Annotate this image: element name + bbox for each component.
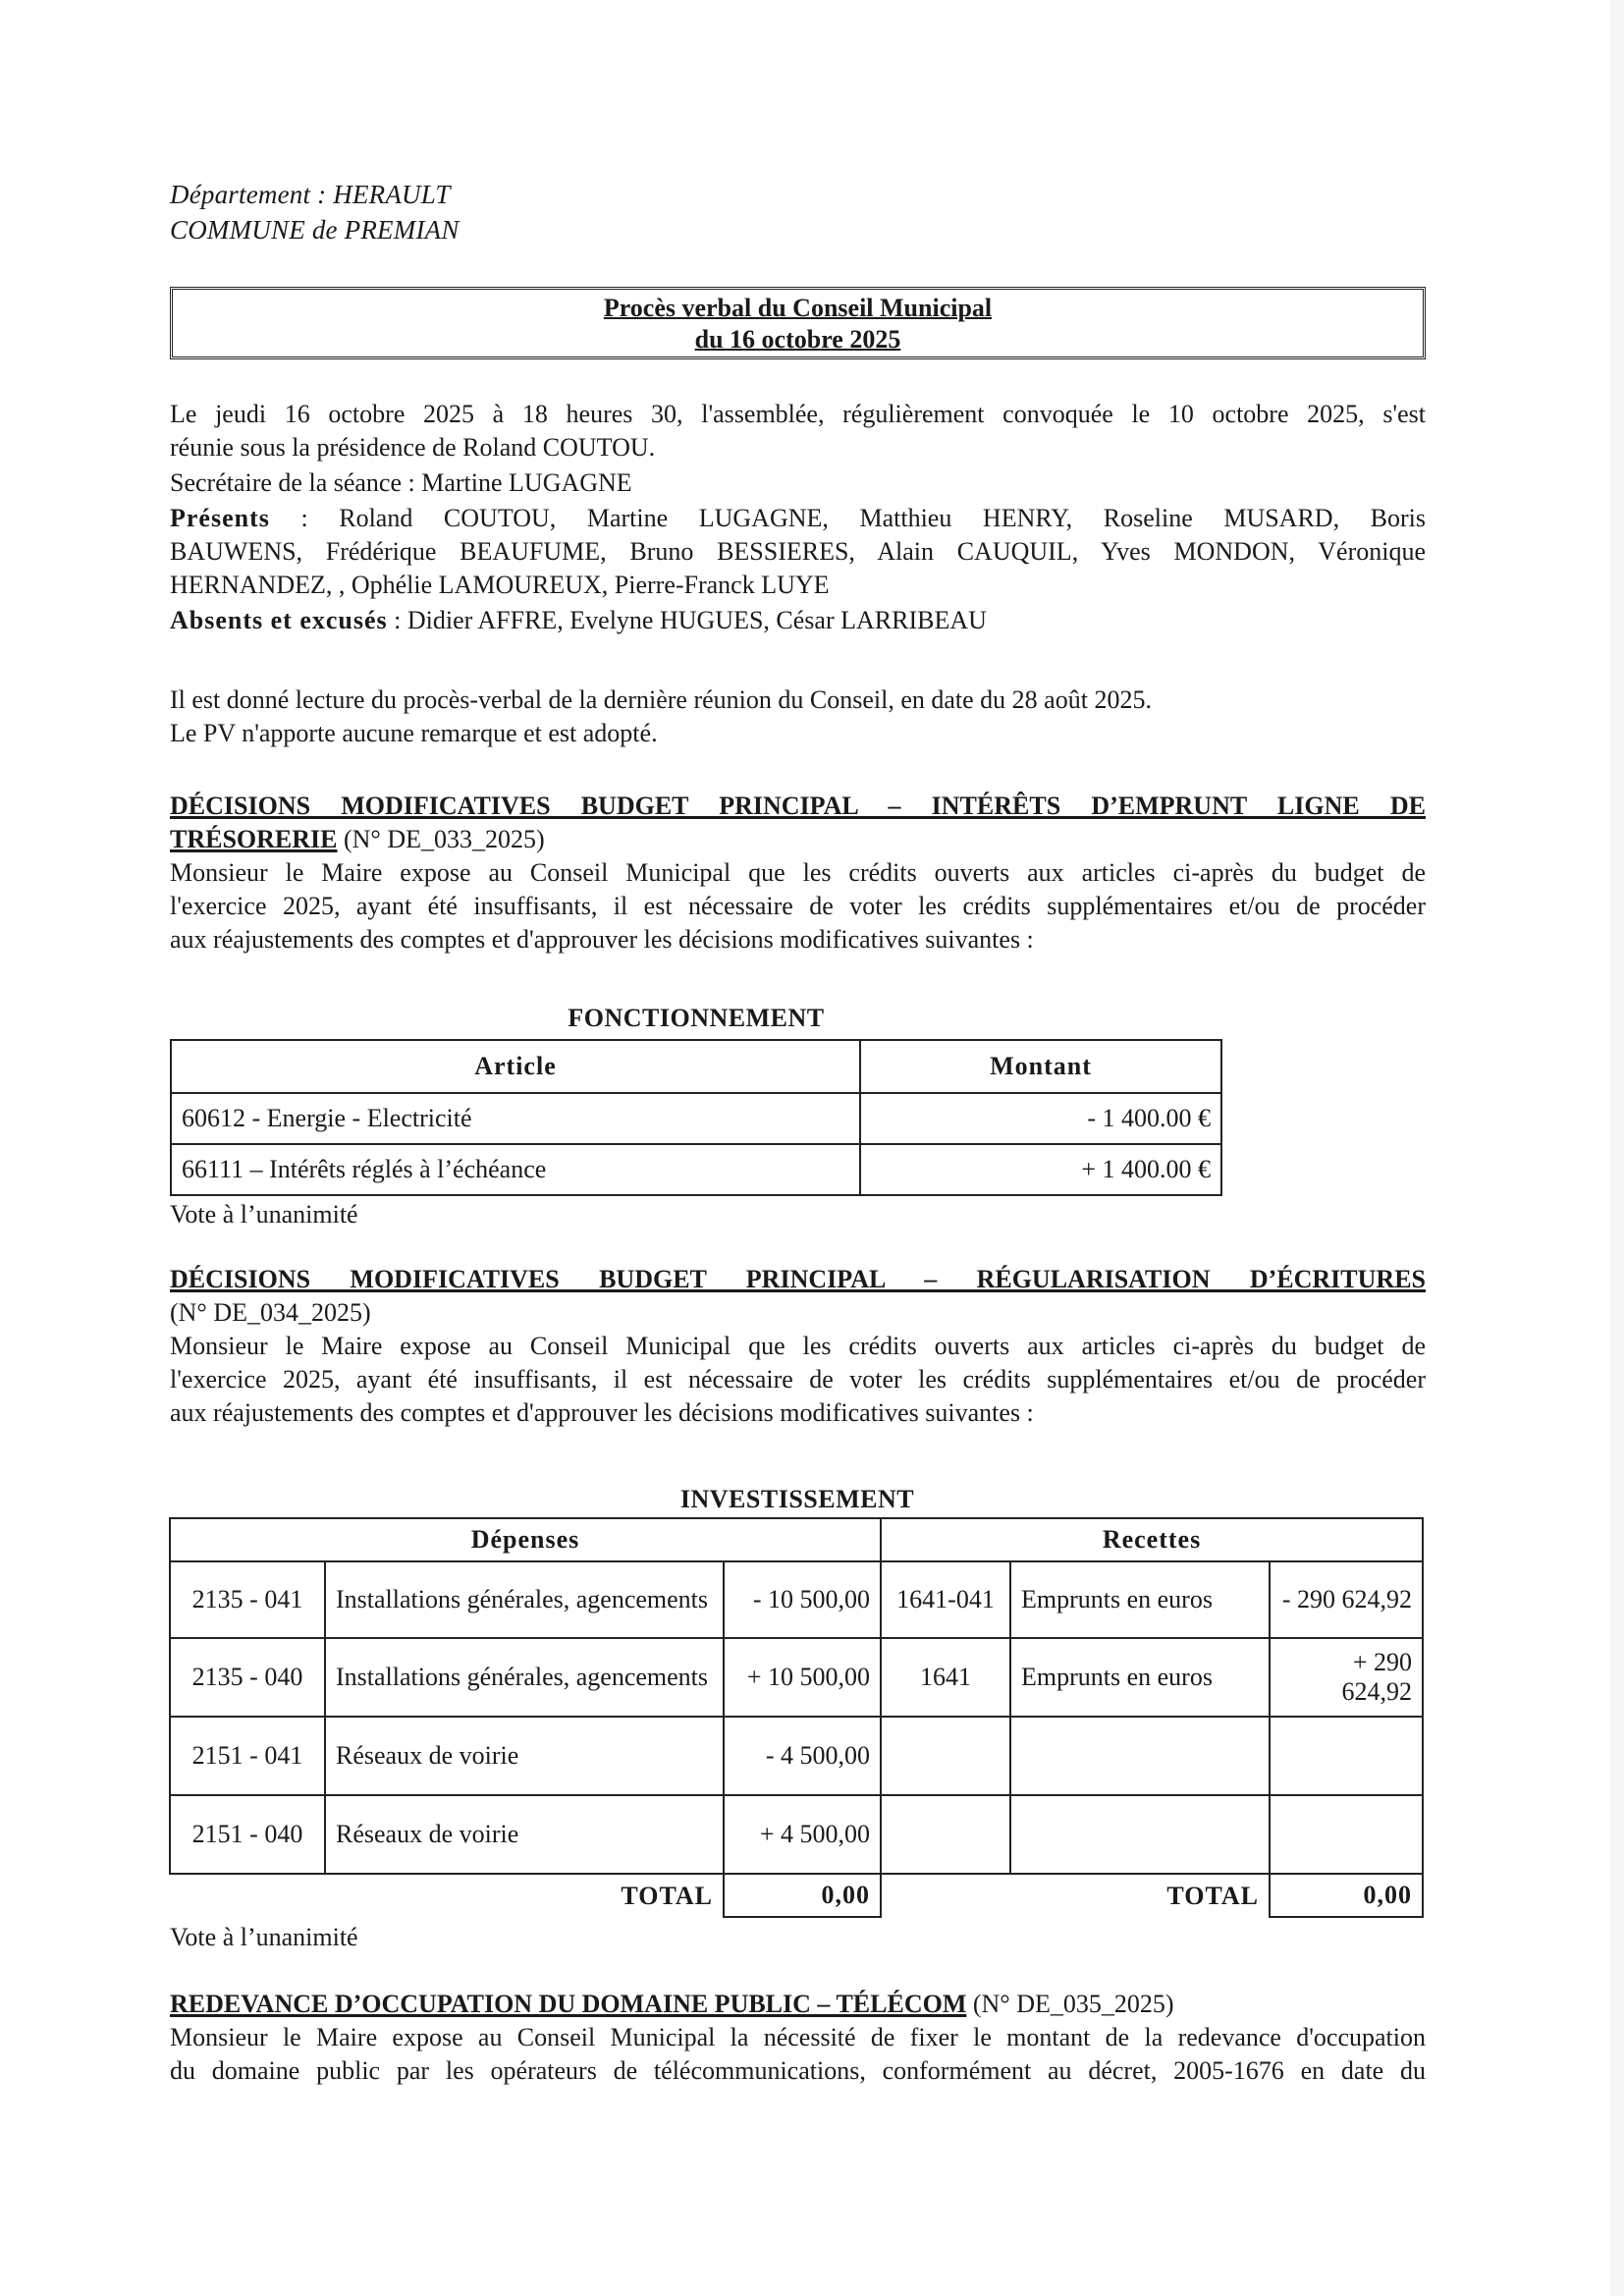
commune-label: COMMUNE de PREMIAN	[170, 215, 460, 245]
intro-line-1: Le jeudi 16 octobre 2025 à 18 heures 30, l'assemblée, régulièrement convoquée le 10 octobre 2025, s'est	[170, 400, 1426, 428]
table-row	[171, 1093, 1221, 1144]
table-header-row	[171, 1040, 1221, 1093]
departement-label: Département : HERAULT	[170, 180, 451, 209]
rec-amount: + 290 624,92	[1270, 1638, 1423, 1717]
montant-header: Montant	[860, 1040, 1221, 1093]
rec-label: Emprunts en euros	[1010, 1561, 1270, 1638]
dep-label: Réseaux de voirie	[325, 1795, 724, 1874]
section-2	[170, 1263, 1426, 1430]
recettes-header: Recettes	[881, 1518, 1423, 1561]
section-3-ref: (N° DE_035_2025)	[966, 1990, 1174, 2018]
section-2-body-2: l'exercice 2025, ayant été insuffisants, il est nécessaire de voter les crédits supplémentaires et/ou de procéder	[170, 1365, 1426, 1394]
total-recettes-value: 0,00	[1270, 1874, 1423, 1917]
dep-label: Installations générales, agencements	[325, 1561, 724, 1638]
dep-code: 2151 - 041	[170, 1717, 325, 1795]
montant-cell: + 1 400.00 €	[860, 1144, 1221, 1195]
rec-amount	[1270, 1795, 1423, 1874]
table-header-row	[170, 1518, 1423, 1561]
section-2-vote: Vote à l’unanimité	[170, 1923, 358, 1951]
section-2-ref: (N° DE_034_2025)	[170, 1298, 371, 1327]
section-2-body-1: Monsieur le Maire expose au Conseil Municipal que les crédits ouverts aux articles ci-après du budget de	[170, 1332, 1426, 1360]
depenses-header: Dépenses	[170, 1518, 881, 1561]
pv-paragraph	[170, 683, 1426, 750]
dep-code: 2135 - 041	[170, 1561, 325, 1638]
table-row	[170, 1561, 1423, 1638]
intro-line-2: réunie sous la présidence de Roland COUTOU.	[170, 433, 656, 462]
rec-code	[881, 1717, 1010, 1795]
rec-label	[1010, 1795, 1270, 1874]
section-3	[170, 1988, 1426, 2088]
presents-label: Présents	[170, 504, 270, 532]
intro-paragraph	[170, 398, 1426, 637]
dep-code: 2151 - 040	[170, 1795, 325, 1874]
rec-label	[1010, 1717, 1270, 1795]
title-line-2: du 16 octobre 2025	[694, 325, 901, 354]
article-header: Article	[171, 1040, 860, 1093]
section-1-title-line-1: DÉCISIONS MODIFICATIVES BUDGET PRINCIPAL – INTÉRÊTS D’EMPRUNT LIGNE DE	[170, 792, 1426, 820]
title-line-1: Procès verbal du Conseil Municipal	[603, 294, 993, 322]
page-edge	[1610, 0, 1624, 2296]
presents-line-3: HERNANDEZ, , Ophélie LAMOUREUX, Pierre-Franck LUYE	[170, 571, 830, 599]
section-1-body-2: l'exercice 2025, ayant été insuffisants, il est nécessaire de voter les crédits supplémentaires et/ou de procéder	[170, 892, 1426, 920]
section-1-ref: (N° DE_033_2025)	[337, 825, 545, 853]
section-2-body-3: aux réajustements des comptes et d'approuver les décisions modificatives suivantes :	[170, 1398, 1034, 1427]
dep-amount: - 4 500,00	[724, 1717, 881, 1795]
dep-amount: - 10 500,00	[724, 1561, 881, 1638]
dep-label: Réseaux de voirie	[325, 1717, 724, 1795]
dep-label: Installations générales, agencements	[325, 1638, 724, 1717]
presents-line-1: Présents : Roland COUTOU, Martine LUGAGNE, Matthieu HENRY, Roseline MUSARD, Boris	[170, 504, 1426, 532]
absents-label: Absents et excusés	[170, 606, 388, 634]
document-title-box	[170, 287, 1426, 359]
table-row	[170, 1795, 1423, 1874]
rec-code: 1641	[881, 1638, 1010, 1717]
total-depenses-label: TOTAL	[621, 1881, 713, 1910]
montant-cell: - 1 400.00 €	[860, 1093, 1221, 1144]
section-1-title-line-2: TRÉSORERIE	[170, 825, 338, 853]
rec-code: 1641-041	[881, 1561, 1010, 1638]
section-1-vote: Vote à l’unanimité	[170, 1200, 358, 1229]
rec-amount	[1270, 1717, 1423, 1795]
pv-line-2: Le PV n'apporte aucune remarque et est adopté.	[170, 719, 658, 747]
dep-amount: + 4 500,00	[724, 1795, 881, 1874]
dep-amount: + 10 500,00	[724, 1638, 881, 1717]
section-1-body-3: aux réajustements des comptes et d'approuver les décisions modificatives suivantes :	[170, 925, 1034, 954]
section-1-body-1: Monsieur le Maire expose au Conseil Municipal que les crédits ouverts aux articles ci-après du budget de	[170, 858, 1426, 887]
table-row	[171, 1144, 1221, 1195]
section-3-body-1: Monsieur le Maire expose au Conseil Municipal la nécessité de fixer le montant de la redevance d'occupation	[170, 2023, 1426, 2051]
section-3-title: REDEVANCE D’OCCUPATION DU DOMAINE PUBLIC – TÉLÉCOM	[170, 1990, 967, 2018]
table-row	[170, 1717, 1423, 1795]
section-3-body-2: du domaine public par les opérateurs de télécommunications, conformément au décret, 2005-1676 en date du	[170, 2056, 1426, 2085]
article-cell: 60612 - Energie - Electricité	[171, 1093, 860, 1144]
total-recettes-label: TOTAL	[881, 1874, 1270, 1917]
secretaire-line: Secrétaire de la séance : Martine LUGAGNE	[170, 468, 632, 497]
dep-code: 2135 - 040	[170, 1638, 325, 1717]
table-row	[170, 1638, 1423, 1717]
rec-label: Emprunts en euros	[1010, 1638, 1270, 1717]
totals-row	[170, 1874, 1423, 1917]
article-cell: 66111 – Intérêts réglés à l’échéance	[171, 1144, 860, 1195]
investissement-caption: INVESTISSEMENT	[679, 1485, 915, 1513]
section-2-title: DÉCISIONS MODIFICATIVES BUDGET PRINCIPAL – RÉGULARISATION D’ÉCRITURES	[170, 1265, 1426, 1293]
absents-line: Absents et excusés : Didier AFFRE, Evelyne HUGUES, César LARRIBEAU	[170, 606, 987, 634]
investissement-table	[169, 1517, 1424, 1918]
rec-amount: - 290 624,92	[1270, 1561, 1423, 1638]
presents-line-2: BAUWENS, Frédérique BEAUFUME, Bruno BESSIERES, Alain CAUQUIL, Yves MONDON, Véronique	[170, 537, 1426, 566]
total-depenses-value: 0,00	[724, 1874, 881, 1917]
fonctionnement-table	[170, 1039, 1222, 1196]
section-1	[170, 790, 1426, 957]
fonctionnement-caption: FONCTIONNEMENT	[568, 1004, 825, 1032]
rec-code	[881, 1795, 1010, 1874]
pv-line-1: Il est donné lecture du procès-verbal de la dernière réunion du Conseil, en date du 28 août 2025.	[170, 685, 1152, 714]
